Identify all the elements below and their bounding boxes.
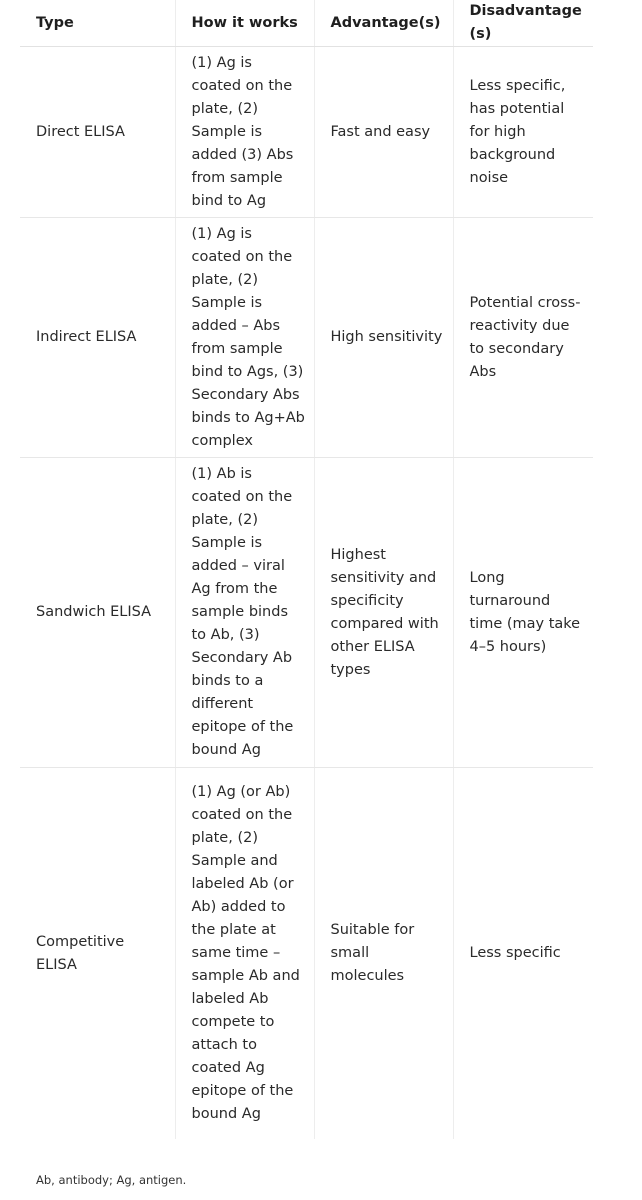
table-row — [20, 458, 593, 768]
cell-disadvantages: Potential cross-reactivity due to secondary Abs — [453, 218, 593, 458]
cell-how-it-works: (1) Ab is coated on the plate, (2) Sample is added – viral Ag from the sample binds to Ab, (3) Secondary Ab binds to a different epitope of the bound Ag — [175, 458, 314, 768]
header-disadvantages: Disadvantage(s) — [453, 0, 593, 47]
cell-how-it-works: (1) Ag (or Ab) coated on the plate, (2) Sample and labeled Ab (or Ab) added to the plate at same time – sample Ab and labeled Ab compete to attach to coated Ag epitope of the bound Ag — [175, 768, 314, 1140]
cell-disadvantages: Less specific, has potential for high background noise — [453, 47, 593, 218]
cell-type: Competitive ELISA — [36, 933, 125, 973]
table-footnote: Ab, antibody; Ag, antigen. — [36, 1173, 187, 1187]
cell-disadvantages: Less specific — [453, 768, 593, 1140]
table-row — [20, 768, 593, 1140]
cell-advantages: Suitable for small molecules — [314, 768, 453, 1140]
header-how-it-works: How it works — [175, 0, 314, 47]
cell-type: Direct ELISA — [20, 47, 175, 218]
table-header — [20, 0, 593, 47]
table-body — [20, 47, 593, 1140]
cell-how-it-works: (1) Ag is coated on the plate, (2) Sample is added (3) Abs from sample bind to Ag — [175, 47, 314, 218]
elisa-comparison-table — [20, 0, 593, 1139]
cell-type: Indirect ELISA — [20, 218, 175, 458]
cell-how-it-works: (1) Ag is coated on the plate, (2) Sample is added – Abs from sample bind to Ags, (3) Secondary Abs binds to Ag+Ab complex — [175, 218, 314, 458]
header-type: Type — [20, 0, 175, 47]
header-row — [20, 0, 593, 47]
cell-advantages: Fast and easy — [314, 47, 453, 218]
cell-disadvantages: Long turnaround time (may take 4–5 hours) — [453, 458, 593, 768]
table-row — [20, 218, 593, 458]
header-advantages: Advantage(s) — [314, 0, 453, 47]
cell-advantages: High sensitivity — [314, 218, 453, 458]
cell-type: Sandwich ELISA — [20, 458, 175, 768]
cell-advantages: Highest sensitivity and specificity compared with other ELISA types — [314, 458, 453, 768]
table-row — [20, 47, 593, 218]
